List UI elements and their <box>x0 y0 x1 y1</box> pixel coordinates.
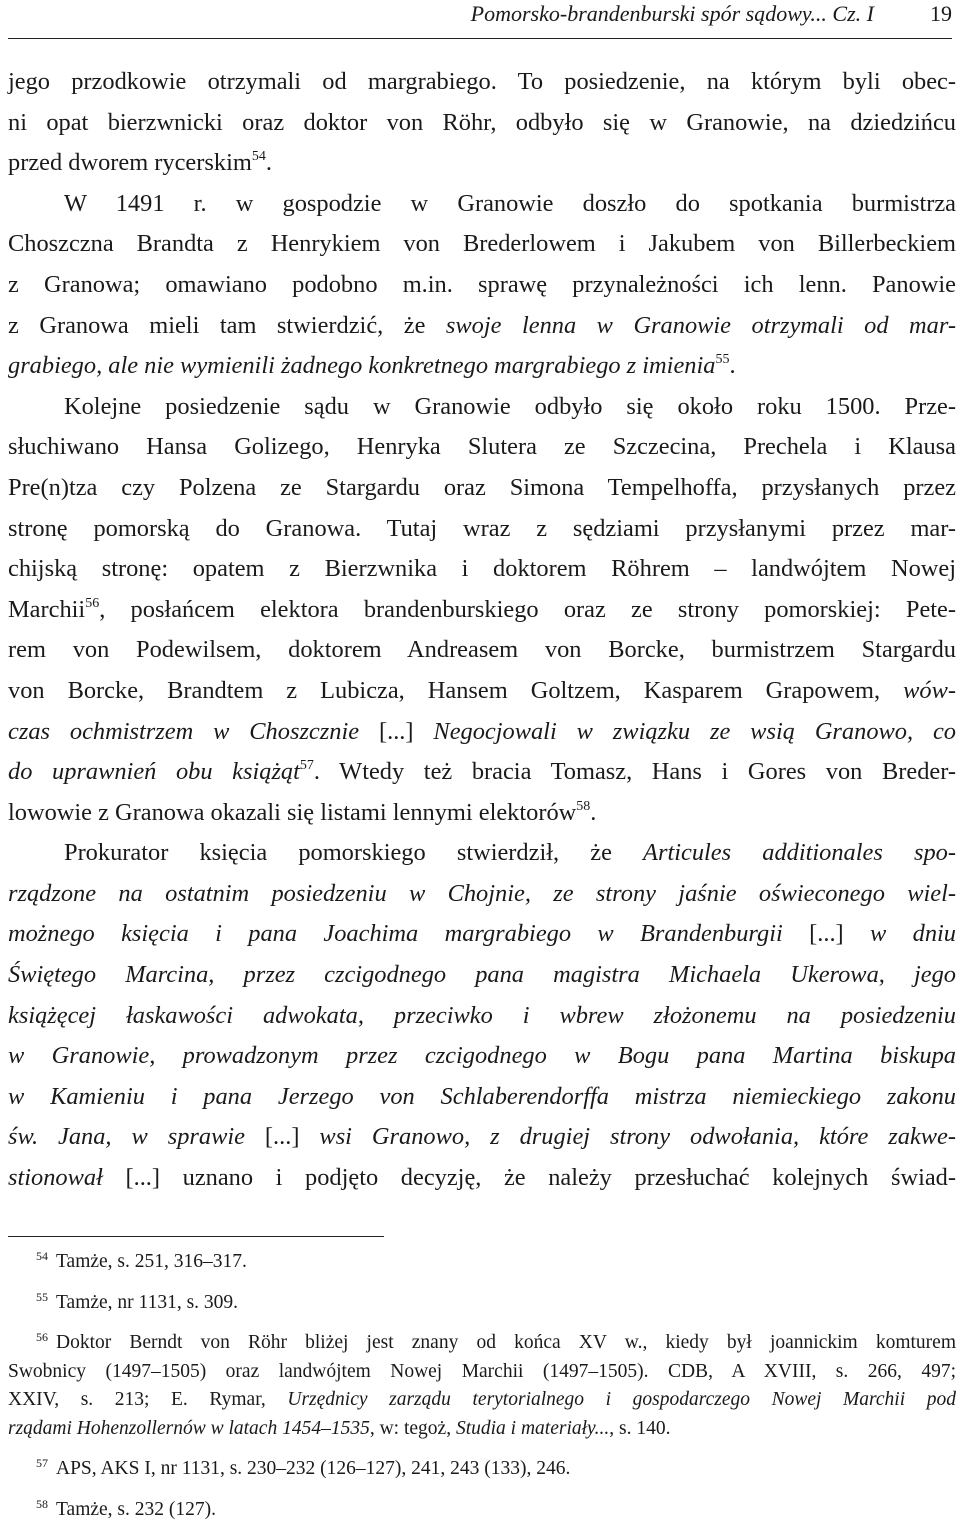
text-line: Pre(n)tza czy Polzena ze Stargardu oraz Simona Tempelhoffa, przysłanych przez <box>8 473 956 501</box>
text-line: słuchiwano Hansa Golizego, Henryka Slutera ze Szczecina, Prechela i Klausa <box>8 433 956 461</box>
footnote-ref[interactable]: 54 <box>251 149 266 165</box>
text-line: von Borcke, Brandtem z Lubicza, Hansem Goltzem, Kasparem Grapowem, wów- <box>8 676 956 704</box>
text-line: grabiego, ale nie wymienili żadnego konkretnego margrabiego z imienia$^{55}$. <box>8 352 736 380</box>
footnote-text: Tamże, s. 251, 316–317. <box>56 1251 247 1272</box>
running-header <box>8 0 952 34</box>
footnote-text: Swobnicy (1497–1505) oraz landwójtem Nowej Marchii (1497–1505). CDB, A XVIII, s. 266, 497; <box>8 1360 956 1382</box>
text-line: książęcej łaskawości adwokata, przeciwko i wbrew złożonemu na posiedzeniu <box>8 1001 956 1029</box>
text-line: możnego księcia i pana Joachima margrabiego w Brandenburgii [...] w dniu <box>8 920 957 948</box>
header-divider <box>8 38 952 39</box>
text-line: Świętego Marcina, przez czcigodnego pana magistra Michaela Ukerowa, jego <box>8 961 956 989</box>
footnote <box>8 1496 956 1525</box>
text-line: rządzone na ostatnim posiedzeniu w Chojnie, ze strony jaśnie oświeconego wiel- <box>8 879 956 907</box>
footnote-number: 56 <box>36 1330 48 1344</box>
text-line: chijską stronę: opatem z Bierzwnika i doktorem Röhrem – landwójtem Nowej <box>8 555 956 583</box>
text-line: z Granowa mieli tam stwierdzić, że swoje lenna w Granowie otrzymali od mar- <box>8 311 956 339</box>
text-line: stionował [...] uznano i podjęto decyzję, że należy przesłuchać kolejnych świad- <box>8 1164 957 1192</box>
footnote-ref[interactable]: 58 <box>576 798 591 814</box>
text-line: czas ochmistrzem w Choszcznie [...] Negocjowali w związku ze wsią Granowo, co <box>8 717 957 745</box>
text-line: św. Jana, w sprawie [...] wsi Granowo, z drugiej strony odwołania, które zakwe- <box>8 1123 956 1151</box>
main-text <box>8 62 956 1199</box>
text-line: przed dworem rycerskim$^{54}$. <box>8 149 272 177</box>
text-line: rem von Podewilsem, doktorem Andreasem von Borcke, burmistrzem Stargardu <box>8 636 956 664</box>
footnote: $^{56}$ Doktor Berndt von Röhr bliżej jest znany od końca XV w., kiedy był joannickim komturem Swobnicy (1497–1505) oraz landwójtem Nowej Marchii (1497–1505). CDB, A XVIII, s. 266, 497; XXIV, s. 213; E. Rymar, Urzędnicy zarządu terytorialnego i gospodarczego Nowej Marchii pod rządami Hohenzollernów w latach 1454–1535, w: tegoż, Studia i materiały..., s. 140. <box>8 1330 956 1439</box>
text-line: Choszczna Brandta z Henrykiem von Brederlowem i Jakubem von Billerbeckiem <box>8 230 956 258</box>
text-line: Kolejne posiedzenie sądu w Granowie odbyło się około roku 1500. Prze- <box>64 392 956 420</box>
text-line: jego przodkowie otrzymali od margrabiego. To posiedzenie, na którym byli obec- <box>8 68 956 95</box>
text-line: W 1491 r. w gospodzie w Granowie doszło do spotkania burmistrza <box>64 189 956 217</box>
text-line: w Granowie, prowadzonym przez czcigodnego w Bogu pana Martina biskupa <box>8 1042 956 1070</box>
footnote-number: 54 <box>36 1249 48 1263</box>
footnotes <box>8 1248 956 1536</box>
text-line: w Kamieniu i pana Jerzego von Schlaberendorffa mistrza niemieckiego zakonu <box>8 1082 956 1110</box>
footnote-divider <box>8 1236 384 1237</box>
footnote <box>8 1248 956 1277</box>
text-line: Marchii$^{56}$, posłańcem elektora brandenburskiego oraz ze strony pomorskiej: Pete- <box>8 595 956 623</box>
footnote <box>8 1289 956 1318</box>
page-number: 19 <box>930 1 952 26</box>
text-line: z Granowa; omawiano podobno m.in. sprawę przynależności ich lenn. Panowie <box>8 270 956 298</box>
footnote-text: Tamże, s. 232 (127). <box>56 1498 217 1520</box>
text-line: Prokurator księcia pomorskiego stwierdził, że Articules additionales spo- <box>64 839 956 867</box>
footnote-number: 55 <box>36 1289 48 1304</box>
footnote-ref[interactable]: 56 <box>85 595 100 611</box>
footnote-number: 58 <box>36 1496 48 1511</box>
text-line: stronę pomorską do Granowa. Tutaj wraz z sędziami przysłanymi przez mar- <box>8 514 956 542</box>
footnote <box>8 1455 956 1484</box>
footnote-text: Tamże, nr 1131, s. 309. <box>56 1291 239 1313</box>
footnote-ref[interactable]: 57 <box>299 758 314 774</box>
text-line: lowowie z Granowa okazali się listami lennymi elektorów$^{58}$. <box>8 798 597 826</box>
text-line: do uprawnień obu książąt$^{57}$. Wtedy też bracia Tomasz, Hans i Gores von Breder- <box>8 758 956 786</box>
footnote-text: Doktor Berndt von Röhr bliżej jest znany od końca XV w., kiedy był joannickim komturem <box>56 1332 956 1353</box>
running-title: Pomorsko-brandenburski spór sądowy... Cz. I <box>470 1 874 26</box>
footnote-ref[interactable]: 55 <box>715 352 730 368</box>
footnote-text: APS, AKS I, nr 1131, s. 230–232 (126–127), 241, 243 (133), 246. <box>56 1458 571 1479</box>
text-line: ni opat bierzwnicki oraz doktor von Röhr, odbyło się w Granowie, na dziedzińcu <box>8 108 956 136</box>
footnote-number: 57 <box>36 1456 48 1470</box>
